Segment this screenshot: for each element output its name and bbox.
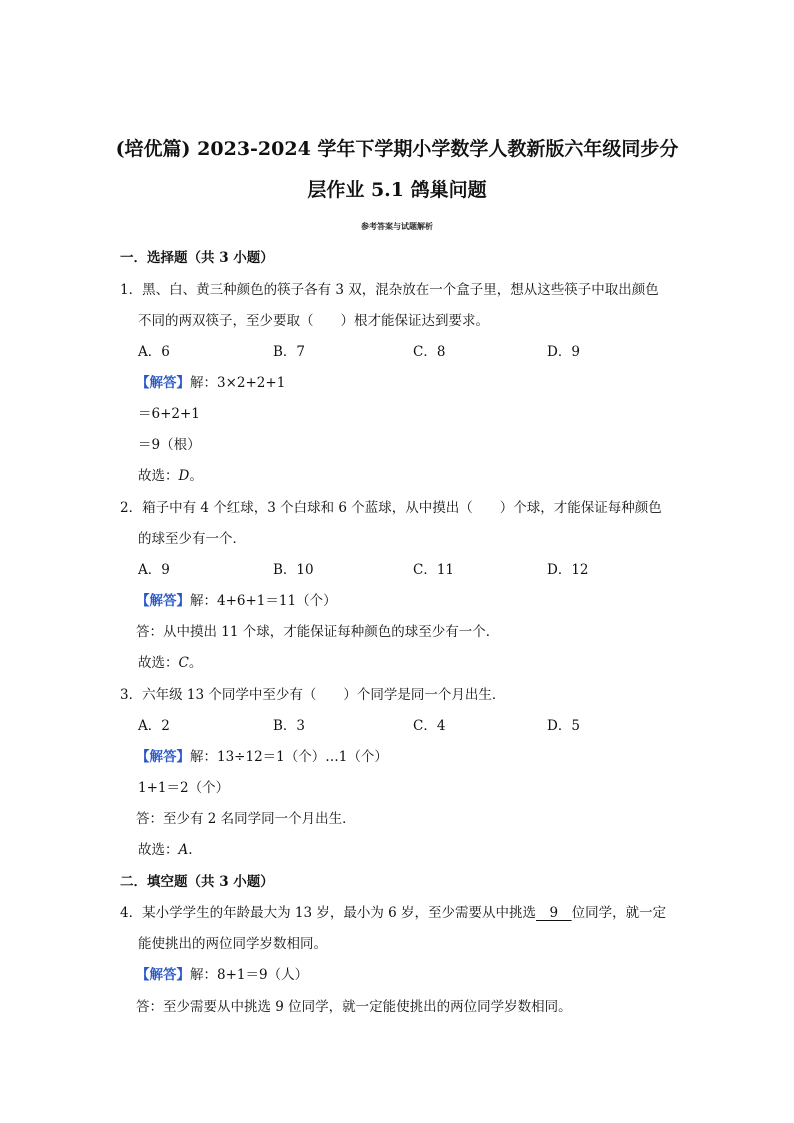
answer-tag: 【解答】 — [136, 749, 190, 765]
q1-stem-line-2: 不同的两双筷子，至少要取（ ）根才能保证达到要求。 — [138, 313, 489, 329]
q1-option-a: A．6 — [138, 344, 170, 360]
q1-answer-text: 解：3×2+2+1 — [190, 375, 286, 391]
q1-answer-line-2: ＝6+2+1 — [138, 406, 200, 422]
answer-tag: 【解答】 — [136, 967, 190, 983]
section-heading-choice: 一．选择题（共 3 小题） — [120, 250, 274, 266]
q4-answer-text: 解：8+1＝9（人） — [190, 967, 309, 983]
q4-stem-line-2: 能使挑出的两位同学岁数相同。 — [138, 936, 327, 952]
q1-option-c: C．8 — [413, 344, 446, 360]
q4-stem-part-2: 位同学，就一定 — [571, 905, 667, 921]
q1-answer-line-3: ＝9（根） — [138, 437, 201, 453]
document-title-line-2: 层作业 5.1 鸽巢问题 — [307, 179, 487, 201]
q3-option-c: C．4 — [413, 718, 446, 734]
q2-answer-text: 解：4+6+1＝11（个） — [190, 593, 337, 609]
answer-tag: 【解答】 — [136, 375, 190, 391]
q3-answer-line-3: 答：至少有 2 名同学同一个月出生． — [136, 811, 356, 827]
q1-option-d: D．9 — [547, 344, 580, 360]
q3-answer-line-2: 1+1＝2（个） — [138, 780, 230, 796]
choice-letter: D — [178, 468, 190, 484]
q3-choice-line — [138, 841, 193, 859]
q3-option-a: A．2 — [138, 718, 170, 734]
choice-prefix: 故选： — [138, 842, 179, 858]
choice-letter: A — [178, 842, 189, 858]
q4-answer-line-2: 答：至少需要从中挑选 9 位同学，就一定能使挑出的两位同学岁数相同。 — [136, 999, 572, 1015]
q4-answer-line-1 — [136, 966, 308, 984]
q4-answer-blank: 9 — [536, 905, 572, 921]
section-heading-fill: 二．填空题（共 3 小题） — [120, 874, 274, 890]
q1-answer-line-1 — [136, 374, 285, 392]
q4-stem-line-1 — [120, 904, 666, 922]
choice-prefix: 故选： — [138, 468, 179, 484]
q2-option-b: B．10 — [273, 562, 314, 578]
q2-stem-line-1: 2．箱子中有 4 个红球，3 个白球和 6 个蓝球，从中摸出（ ）个球，才能保证每种颜色 — [120, 500, 662, 516]
q3-option-d: D．5 — [547, 718, 580, 734]
q3-option-b: B．3 — [273, 718, 306, 734]
q3-answer-line-1 — [136, 748, 388, 766]
q1-option-b: B．7 — [273, 344, 306, 360]
choice-prefix: 故选： — [138, 655, 179, 671]
q3-stem-line-1: 3．六年级 13 个同学中至少有（ ）个同学是同一个月出生． — [120, 687, 506, 703]
q3-answer-text: 解：13÷12＝1（个）…1（个） — [190, 749, 388, 765]
q2-answer-line-2: 答：从中摸出 11 个球，才能保证每种颜色的球至少有一个． — [136, 624, 500, 640]
document-title-line-1: (培优篇) 2023-2024 学年下学期小学数学人教新版六年级同步分 — [115, 138, 679, 160]
q4-stem-part-1: 4．某小学学生的年龄最大为 13 岁，最小为 6 岁，至少需要从中挑选 — [120, 905, 537, 921]
document-subtitle: 参考答案与试题解析 — [361, 222, 433, 231]
q1-stem-line-1: 1．黑、白、黄三种颜色的筷子各有 3 双，混杂放在一个盒子里，想从这些筷子中取出颜色 — [120, 282, 659, 298]
q2-option-c: C．11 — [413, 562, 455, 578]
q2-stem-line-2: 的球至少有一个． — [138, 531, 246, 547]
q2-option-a: A．9 — [138, 562, 170, 578]
q2-answer-line-1 — [136, 592, 337, 610]
choice-letter: C — [178, 655, 189, 671]
q2-option-d: D．12 — [547, 562, 589, 578]
q1-choice-line — [138, 467, 203, 485]
choice-suffix: 。 — [189, 468, 203, 484]
choice-suffix: . — [188, 842, 193, 858]
answer-tag: 【解答】 — [136, 593, 190, 609]
q2-choice-line — [138, 654, 202, 672]
choice-suffix: 。 — [188, 655, 203, 671]
